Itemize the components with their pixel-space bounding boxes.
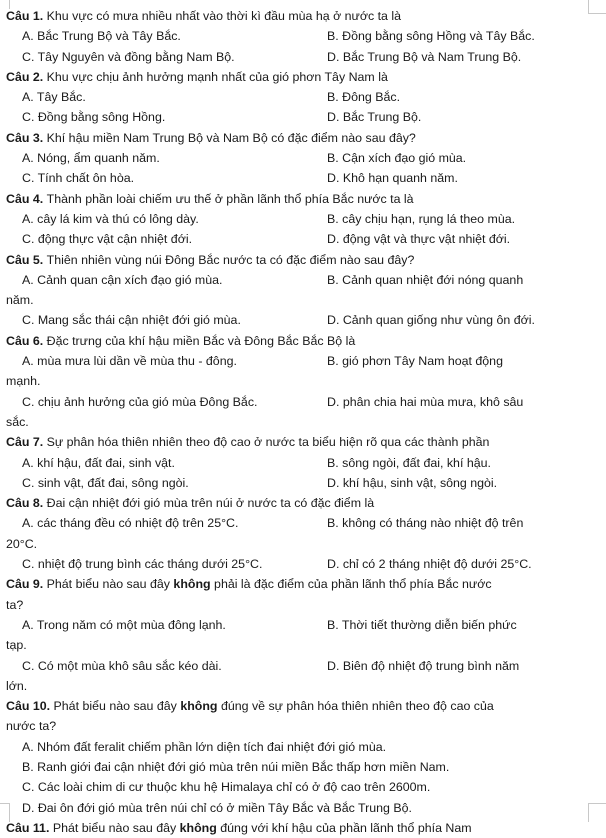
question-text-continuation: nước ta? [6,719,57,734]
answer-row [6,26,600,46]
question-4 [6,189,600,209]
answer-b: B. Cận xích đạo gió mùa. [327,151,467,166]
question-number: Câu 9. [6,577,44,592]
answer-c: C. sinh vật, đất đai, sông ngòi. [22,475,189,490]
question-text: Đai cận nhiệt đới gió mùa trên núi ở nước ta có đặc điểm là [46,496,375,511]
answer-a: A. mùa mưa lùi dần về mùa thu - đông. [22,354,237,369]
answer-b-continuation: mạnh. [6,374,41,389]
question-text: Phát biểu nào sau đây [53,699,177,714]
answer-c: C. Tính chất ôn hòa. [22,171,135,186]
answer-b: B. Thời tiết thường diễn biến phức [327,617,517,632]
question-number: Câu 1. [6,9,44,23]
question-11 [6,818,600,838]
answer-c: C. Đồng bằng sông Hồng. [22,110,166,125]
question-2 [6,67,600,87]
question-text-rest: đúng về sự phân hóa thiên nhiên theo độ cao của [220,699,494,714]
negation-keyword: không [180,699,218,714]
question-number: Câu 4. [6,191,44,206]
answer-row [6,107,600,127]
answer-b: B. Cảnh quan nhiệt đới nóng quanh [327,272,524,287]
answer-b: B. Đông Bắc. [327,90,401,105]
answer-d: D. Khô hạn quanh năm. [327,171,458,186]
question-text-continuation: ta? [6,597,24,612]
negation-keyword: không [173,577,211,592]
question-3 [6,128,600,148]
answer-row [6,513,600,533]
answer-row [6,87,600,107]
answer-d: D. Đai ôn đới gió mùa trên núi chỉ có ở miền Tây Bắc và Bắc Trung Bộ. [22,800,412,815]
answer-row [6,47,600,67]
answer-row [6,229,600,249]
answer-c: C. Tây Nguyên và đồng bằng Nam Bộ. [22,49,235,64]
answer-d-continuation: lớn. [6,678,28,693]
answer-c: C. Mang sắc thái cận nhiệt đới gió mùa. [22,313,241,328]
question-text: Khu vực chịu ảnh hưởng mạnh nhất của gió phơn Tây Nam là [46,69,388,84]
answer-a: A. Cảnh quan cận xích đạo gió mùa. [22,272,223,287]
answer-d: D. khí hậu, sinh vật, sông ngòi. [327,475,498,490]
question-10 [6,696,600,716]
answer-d: D. Bắc Trung Bộ. [327,110,422,125]
answer-row [6,351,600,371]
answer-d: D. Biên độ nhiệt độ trung bình năm [327,658,520,673]
question-text-rest: phải là đặc điểm của phần lãnh thổ phía Bắc nước [214,577,492,592]
question-text: Đặc trưng của khí hậu miền Bắc và Đông Bắc Bắc Bộ là [46,333,356,348]
question-text: Khu vực có mưa nhiều nhất vào thời kì đầu mùa hạ ở nước ta là [46,9,402,23]
answer-row [6,453,600,473]
answer-b: B. sông ngòi, đất đai, khí hậu. [327,455,491,470]
question-text-rest: đúng với khí hậu của phần lãnh thổ phía Nam [220,820,472,835]
answer-d: D. Cảnh quan giống như vùng ôn đới. [327,313,535,328]
question-text: Sự phân hóa thiên nhiên theo độ cao ở nước ta biểu hiện rõ qua các thành phần [46,435,490,450]
answer-d: D. Bắc Trung Bộ và Nam Trung Bộ. [327,49,522,64]
question-number: Câu 8. [6,496,44,511]
question-number: Câu 7. [6,435,44,450]
question-text: Phát biểu nào sau đây [46,577,170,592]
question-number: Câu 5. [6,252,44,267]
answer-b: B. cây chịu hạn, rụng lá theo mùa. [327,211,516,226]
answer-a: A. Trong năm có một mùa đông lạnh. [22,617,226,632]
question-number: Câu 11. [6,820,50,835]
answer-c: C. nhiệt độ trung bình các tháng dưới 25°C. [22,557,263,572]
question-text: Khí hậu miền Nam Trung Bộ và Nam Bộ có đặc điểm nào sau đây? [46,130,416,145]
answer-b: B. không có tháng nào nhiệt độ trên [327,516,524,531]
answer-d: D. phân chia hai mùa mưa, khô sâu [327,394,524,409]
question-text: Thành phần loài chiếm ưu thế ở phần lãnh thổ phía Bắc nước ta là [46,191,414,206]
answer-row [6,209,600,229]
question-8 [6,493,600,513]
answer-a: A. cây lá kim và thú có lông dày. [22,211,199,226]
answer-b: B. Đồng bằng sông Hồng và Tây Bắc. [327,29,535,44]
answer-row [6,392,600,412]
question-9 [6,574,600,594]
question-7 [6,432,600,452]
answer-a: A. khí hậu, đất đai, sinh vật. [22,455,175,470]
question-5 [6,250,600,270]
answer-row [6,473,600,493]
answer-c: C. Các loài chim di cư thuộc khu hệ Himalaya chỉ có ở độ cao trên 2600m. [22,780,431,795]
answer-row [6,148,600,168]
question-number: Câu 6. [6,333,44,348]
answer-a: A. các tháng đều có nhiệt độ trên 25°C. [22,516,239,531]
answer-b-continuation: năm. [6,293,34,308]
answer-b: B. gió phơn Tây Nam hoạt động [327,354,503,369]
answer-c: C. chịu ảnh hưởng của gió mùa Đông Bắc. [22,394,258,409]
answer-row [6,168,600,188]
answer-b: B. Ranh giới đai cận nhiệt đới gió mùa trên núi miền Bắc thấp hơn miền Nam. [22,759,450,774]
answer-a: A. Nhóm đất feralit chiếm phần lớn diện tích đai nhiệt đới gió mùa. [22,739,387,754]
answer-row [6,310,600,330]
answer-row [6,615,600,635]
answer-a: A. Nóng, ẩm quanh năm. [22,151,160,166]
question-number: Câu 10. [6,699,51,714]
answer-d-continuation: sắc. [6,414,29,429]
answer-row [6,270,600,290]
question-text: Phát biểu nào sau đây [52,820,177,835]
answer-row [6,554,600,574]
answer-b-continuation: tạp. [6,638,27,653]
answer-row [6,656,600,676]
answer-d: D. chỉ có 2 tháng nhiệt độ dưới 25°C. [327,557,532,572]
answer-d: D. động vật và thực vật nhiệt đới. [327,232,511,247]
answer-c: C. động thực vật cận nhiệt đới. [22,232,193,247]
negation-keyword: không [179,820,217,835]
question-text: Thiên nhiên vùng núi Đông Bắc nước ta có đặc điểm nào sau đây? [46,252,415,267]
answer-c: C. Có một mùa khô sâu sắc kéo dài. [22,658,222,673]
answer-b-continuation: 20°C. [6,536,38,551]
answer-a: A. Bắc Trung Bộ và Tây Bắc. [22,29,181,44]
quiz-document [6,6,600,838]
question-1 [6,6,600,26]
question-6 [6,331,600,351]
question-number: Câu 3. [6,130,44,145]
question-number: Câu 2. [6,69,44,84]
answer-a: A. Tây Bắc. [22,90,86,105]
